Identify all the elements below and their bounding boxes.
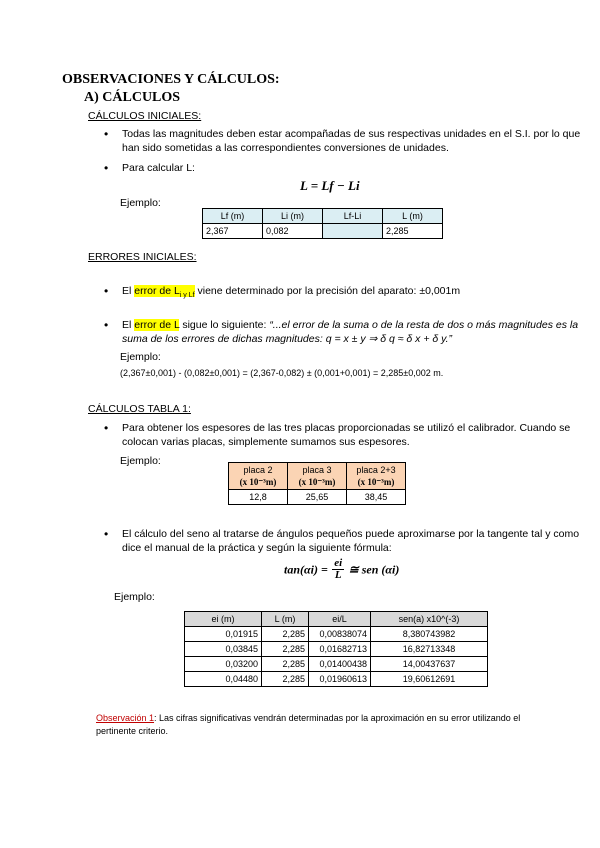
sine-table xyxy=(184,611,488,687)
formula-left: tan(αi) = xyxy=(284,562,328,577)
table-cell: 0,00838074 xyxy=(309,627,371,642)
highlight xyxy=(134,285,195,300)
main-heading: OBSERVACIONES Y CÁLCULOS: xyxy=(62,72,280,87)
text: placa 2+3 xyxy=(356,465,396,475)
error-l-paragraph xyxy=(122,284,582,303)
table-cell: 0,03200 xyxy=(185,657,262,672)
text: viene determinado por la precisión del aparato: ±0,001m xyxy=(194,285,461,297)
table-cell: 0,01960613 xyxy=(309,672,371,687)
calc-l-text: Para calcular L: xyxy=(122,162,195,174)
formula-sine xyxy=(284,558,399,581)
example-label: Ejemplo: xyxy=(120,197,161,209)
table-cell: 19,60612691 xyxy=(371,672,488,687)
text: placa 2 xyxy=(243,465,273,475)
numerator: ei xyxy=(334,557,343,569)
unit: (x 10⁻³m) xyxy=(239,477,277,487)
table-cell: 12,8 xyxy=(229,490,288,505)
section-a-heading: A) CÁLCULOS xyxy=(84,90,181,105)
denominator: L xyxy=(334,569,342,581)
table-cell: 0,04480 xyxy=(185,672,262,687)
table-cell: 0,01400438 xyxy=(309,657,371,672)
errores-iniciales-title: ERRORES INICIALES: xyxy=(88,251,197,263)
table-header: Lf (m) xyxy=(203,209,263,224)
text: placa 3 xyxy=(302,465,332,475)
bullet-icon: • xyxy=(104,127,109,141)
table-cell: 0,01915 xyxy=(185,627,262,642)
observation-text: : Las cifras significativas vendrán determinadas por la aproximación en su error utilizando el pertinente criterio. xyxy=(96,713,521,736)
table-cell: 2,285 xyxy=(262,657,309,672)
bullet-icon: • xyxy=(104,421,109,435)
table-header: ei (m) xyxy=(185,612,262,627)
table-header xyxy=(347,463,406,490)
calculos-tabla1-title: CÁLCULOS TABLA 1: xyxy=(88,403,191,415)
text: El xyxy=(122,319,135,331)
subscript: f xyxy=(192,292,195,300)
table-cell: 2,285 xyxy=(383,224,443,239)
observation-label: Observación 1 xyxy=(96,713,155,723)
table-header: sen(a) x10^(-3) xyxy=(371,612,488,627)
subscript: i y L xyxy=(179,292,193,300)
text: error de L xyxy=(134,285,180,297)
table-cell: 16,82713348 xyxy=(371,642,488,657)
table-header: Li (m) xyxy=(263,209,323,224)
table-cell: 38,45 xyxy=(347,490,406,505)
table-cell: 2,285 xyxy=(262,627,309,642)
example-label: Ejemplo: xyxy=(120,455,161,467)
example-label: Ejemplo: xyxy=(120,351,161,363)
formula-right: ≅ sen (αi) xyxy=(348,562,400,577)
bullet-icon: • xyxy=(104,284,109,298)
lengths-table xyxy=(202,208,443,239)
error-example-calc: (2,367±0,001) - (0,082±0,001) = (2,367-0,082) ± (0,001+0,001) = 2,285±0,002 m. xyxy=(120,368,444,378)
units-paragraph: Todas las magnitudes deben estar acompañadas de sus respectivas unidades en el S.I. por lo que han sido sometidas a las correspondientes conversiones de unidades. xyxy=(122,128,581,154)
example-label: Ejemplo: xyxy=(114,591,155,603)
table-cell: 8,380743982 xyxy=(371,627,488,642)
unit: (x 10⁻³m) xyxy=(298,477,336,487)
table-cell xyxy=(323,224,383,239)
table-cell: 14,00437637 xyxy=(371,657,488,672)
table-cell: 25,65 xyxy=(288,490,347,505)
table-cell: 2,367 xyxy=(203,224,263,239)
formula-l: L = Lf − Li xyxy=(300,178,360,193)
table-header: L (m) xyxy=(383,209,443,224)
bullet-icon: • xyxy=(104,318,109,332)
table-row xyxy=(185,642,488,657)
table-cell: 0,01682713 xyxy=(309,642,371,657)
table-row xyxy=(185,657,488,672)
table-cell: 0,03845 xyxy=(185,642,262,657)
fraction xyxy=(332,558,344,581)
text: sigue lo siguiente: xyxy=(179,319,270,331)
table-header xyxy=(288,463,347,490)
highlight: error de L xyxy=(134,319,180,331)
bullet-icon: • xyxy=(104,527,109,541)
table-row xyxy=(185,672,488,687)
text: El xyxy=(122,285,135,297)
calculos-iniciales-title: CÁLCULOS INICIALES: xyxy=(88,110,202,122)
sine-paragraph: El cálculo del seno al tratarse de ángulos pequeños puede aproximarse por la tangente tal y como dice el manual de la práctica y según la siguiente fórmula: xyxy=(122,528,580,554)
table-row xyxy=(185,627,488,642)
quote: “...el error de la suma o de la resta de dos o más magnitudes es la suma de los errores de dichas magnitudes: q = x ± y ⇒ δ q ≈ δ x + δ y.” xyxy=(122,319,579,345)
unit: (x 10⁻³m) xyxy=(357,477,395,487)
table-header: ei/L xyxy=(309,612,371,627)
error-rule-paragraph xyxy=(122,318,588,346)
table-cell: 2,285 xyxy=(262,672,309,687)
table-header: Lf-Li xyxy=(323,209,383,224)
thickness-paragraph: Para obtener los espesores de las tres placas proporcionadas se utilizó el calibrador. Cuando se colocan varias placas, simplemente sumamos sus espesores. xyxy=(122,422,571,448)
bullet-icon: • xyxy=(104,161,109,175)
observation-note xyxy=(96,712,536,738)
table-cell: 2,285 xyxy=(262,642,309,657)
plates-table xyxy=(228,462,406,505)
table-header xyxy=(229,463,288,490)
table-header: L (m) xyxy=(262,612,309,627)
table-cell: 0,082 xyxy=(263,224,323,239)
